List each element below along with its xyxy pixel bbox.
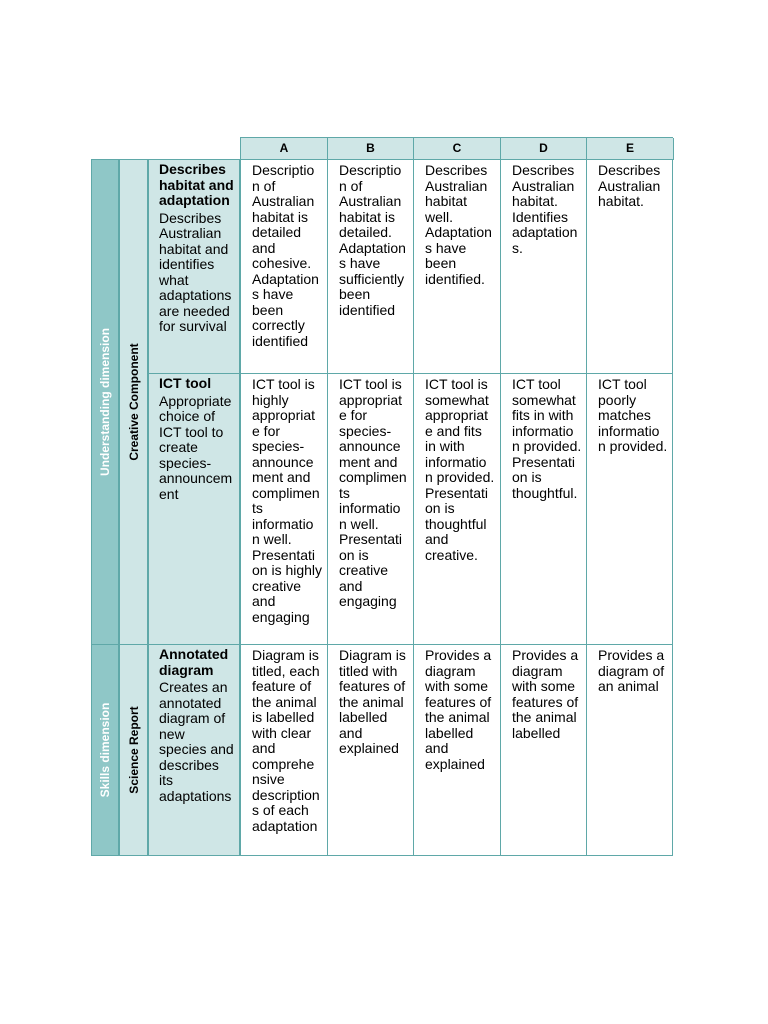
criterion-habitat-adaptation [148, 159, 240, 374]
skills-dimension-band [91, 644, 119, 856]
criterion-description: Describes Australian habitat and identifies what adaptations are needed for survival [159, 209, 232, 334]
science-report-band [119, 644, 148, 856]
skills-dimension-label: Skills dimension [98, 702, 112, 798]
rubric-cell-habitat-c: Describes Australian habitat well. Adaptation s have been identified. [413, 159, 501, 374]
rubric-cell-ict-b: ICT tool is appropriat e for species-announce ment and complimen ts informatio n well. Presentati on is creative and engaging [327, 373, 414, 645]
criterion-ict-tool [148, 373, 240, 645]
understanding-dimension-label: Understanding dimension [98, 327, 112, 477]
grade-header-b: B [328, 138, 414, 160]
rubric-cell-ict-e: ICT tool poorly matches informatio n provided. [586, 373, 673, 645]
rubric-cell-ict-d: ICT tool somewhat fits in with informatio n provided. Presentati on is thoughtful. [500, 373, 587, 645]
criterion-title: Annotated diagram [159, 646, 229, 678]
criterion-title: Describes habitat and adaptation [159, 161, 234, 208]
grade-header-e: E [587, 138, 674, 160]
rubric-cell-diagram-c: Provides a diagram with some features of the animal labelled and explained [413, 644, 501, 856]
grade-header-row [240, 137, 673, 159]
rubric-cell-habitat-a: Descriptio n of Australian habitat is detailed and cohesive. Adaptation s have been correctly identified [240, 159, 328, 374]
rubric-cell-diagram-d: Provides a diagram with some features of the animal labelled [500, 644, 587, 856]
rubric-cell-diagram-e: Provides a diagram of an animal [586, 644, 673, 856]
creative-component-band [119, 159, 148, 645]
criterion-description: Appropriate choice of ICT tool to create species-announcem ent [159, 392, 233, 502]
rubric-cell-habitat-b: Descriptio n of Australian habitat is detailed. Adaptation s have sufficiently been identified [327, 159, 414, 374]
grade-header-a: A [241, 138, 328, 160]
creative-component-label: Creative Component [126, 343, 141, 461]
science-report-label: Science Report [126, 706, 141, 794]
criterion-annotated-diagram [148, 644, 240, 856]
rubric-cell-ict-c: ICT tool is somewhat appropriat e and fits in with informatio n provided. Presentati on is thoughtful and creative. [413, 373, 501, 645]
understanding-dimension-band [91, 159, 119, 645]
grade-header-d: D [501, 138, 587, 160]
rubric-cell-diagram-b: Diagram is titled with features of the animal labelled and explained [327, 644, 414, 856]
rubric-cell-habitat-d: Describes Australian habitat. Identifies adaptation s. [500, 159, 587, 374]
rubric-cell-habitat-e: Describes Australian habitat. [586, 159, 673, 374]
criterion-title: ICT tool [159, 375, 212, 391]
grade-header-c: C [414, 138, 501, 160]
rubric-cell-diagram-a: Diagram is titled, each feature of the animal is labelled with clear and comprehe nsive description s of each adaptation [240, 644, 328, 856]
criterion-description: Creates an annotated diagram of new species and describes its adaptations [159, 679, 234, 804]
rubric-cell-ict-a: ICT tool is highly appropriat e for species-announce ment and complimen ts informatio n well. Presentati on is highly creative and engaging [240, 373, 328, 645]
